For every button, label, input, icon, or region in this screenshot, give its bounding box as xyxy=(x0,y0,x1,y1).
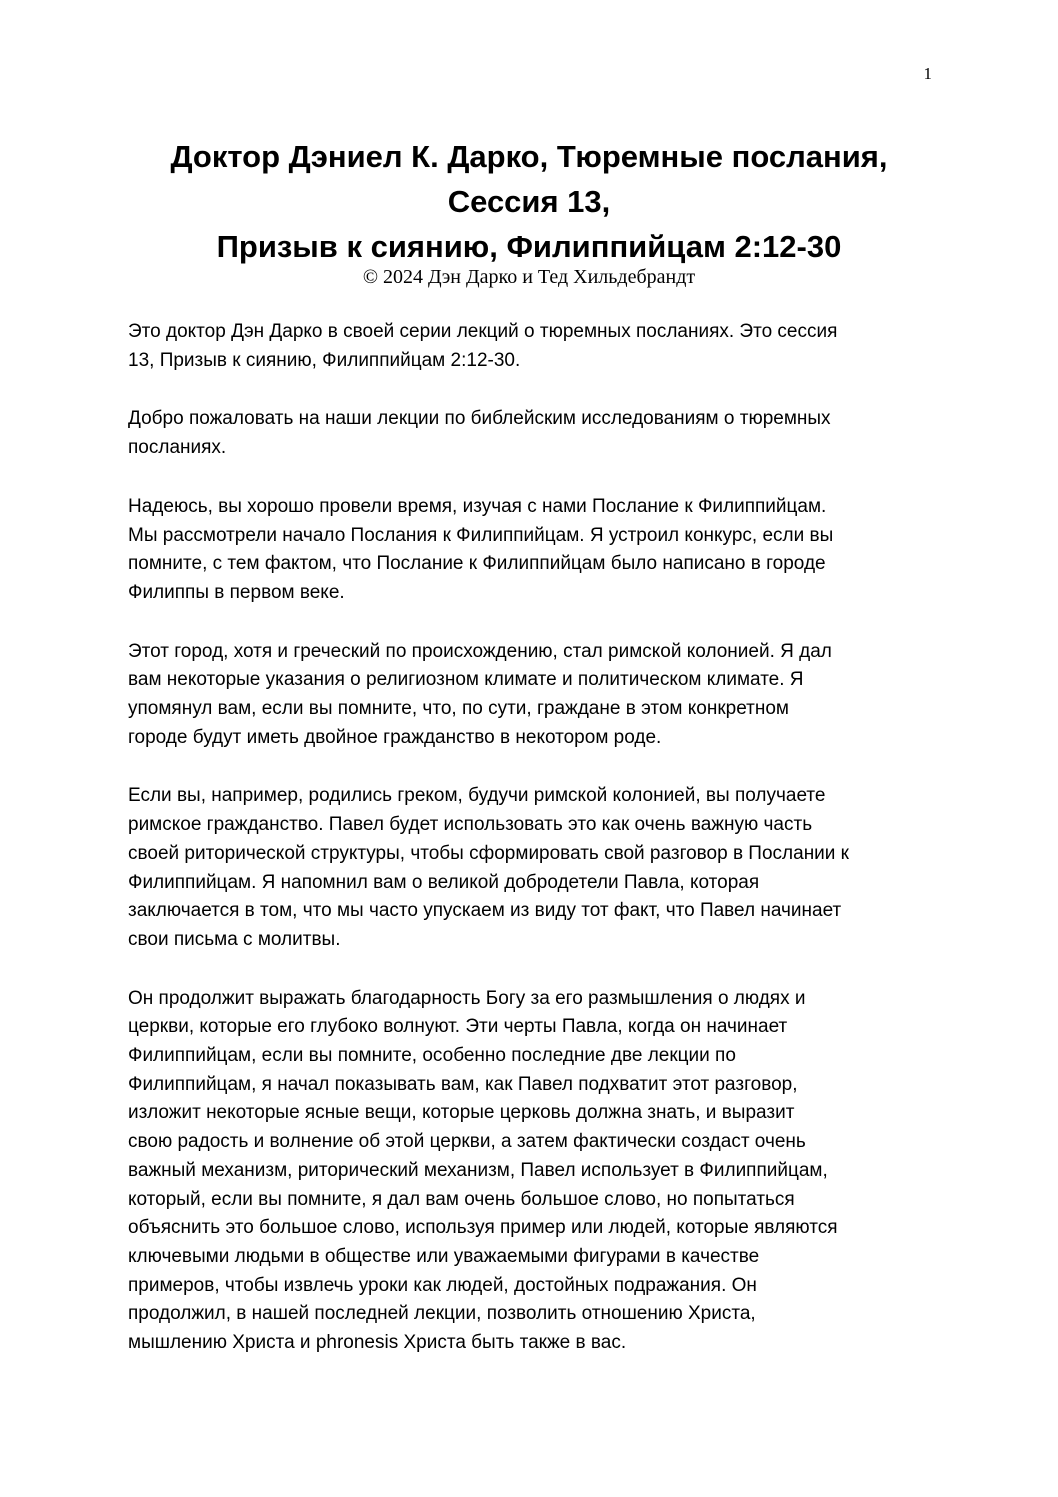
text-line: Филиппийцам, я начал показывать вам, как Павел подхватит этот разговор, xyxy=(128,1073,798,1095)
text-line: посланиях. xyxy=(128,437,227,459)
text-line: продолжил, в нашей последней лекции, позволить отношению Христа, xyxy=(128,1303,756,1325)
text-line: Мы рассмотрели начало Послания к Филиппийцам. Я устроил конкурс, если вы xyxy=(128,524,834,546)
text-line: примеров, чтобы извлечь уроки как людей, достойных подражания. Он xyxy=(128,1274,757,1296)
paragraph xyxy=(128,985,928,1358)
text-line: городе будут иметь двойное гражданство в некотором роде. xyxy=(128,726,662,748)
text-line: заключается в том, что мы часто упускаем из виду тот факт, что Павел начинает xyxy=(128,900,842,922)
text-line: своей риторической структуры, чтобы сформировать свой разговор в Послании к xyxy=(128,842,849,864)
text-line: свою радость и волнение об этой церкви, а затем фактически создаст очень xyxy=(128,1131,806,1153)
text-line: Этот город, хотя и греческий по происхождению, стал римской колонией. Я дал xyxy=(128,640,832,662)
text-line: важный механизм, риторический механизм, Павел использует в Филиппийцам, xyxy=(128,1159,828,1181)
text-line: помните, с тем фактом, что Послание к Филиппийцам было написано в городе xyxy=(128,553,826,575)
text-line: Филиппийцам. Я напомнил вам о великой добродетели Павла, которая xyxy=(128,871,760,893)
text-line: мышлению Христа и phronesis Христа быть также в вас. xyxy=(128,1332,627,1354)
text-line: римское гражданство. Павел будет использовать это как очень важную часть xyxy=(128,814,813,836)
page-number: 1 xyxy=(923,64,932,83)
text-line: Добро пожаловать на наши лекции по библейским исследованиям о тюремных xyxy=(128,408,831,430)
text-line: церкви, которые его глубоко волнуют. Эти черты Павла, когда он начинает xyxy=(128,1016,788,1038)
paragraph xyxy=(128,405,928,462)
text-line: Это доктор Дэн Дарко в своей серии лекций о тюремных посланиях. Это сессия xyxy=(128,321,838,342)
text-line: Если вы, например, родились греком, будучи римской колонией, вы получаете xyxy=(128,785,826,807)
title-block xyxy=(0,134,1058,289)
text-line: Надеюсь, вы хорошо провели время, изучая с нами Послание к Филиппийцам. xyxy=(128,495,827,517)
title-line: Сессия 13, xyxy=(447,184,611,219)
title-line: Доктор Дэниел К. Дарко, Тюремные послания, xyxy=(170,139,888,174)
body-text xyxy=(128,318,928,1388)
text-line: Филиппийцам, если вы помните, особенно последние две лекции по xyxy=(128,1045,736,1067)
text-line: Филиппы в первом веке. xyxy=(128,581,345,603)
text-line: Он продолжит выражать благодарность Богу за его размышления о людях и xyxy=(128,987,806,1009)
text-line: объяснить это большое слово, используя пример или людей, которые являются xyxy=(128,1217,838,1239)
paragraph xyxy=(128,318,928,375)
text-line: упомянул вам, если вы помните, что, по сути, граждане в этом конкретном xyxy=(128,698,789,720)
paragraph xyxy=(128,782,928,954)
text-line: ключевыми людьми в обществе или уважаемыми фигурами в качестве xyxy=(128,1245,760,1267)
title-line: Призыв к сиянию, Филиппийцам 2:12-30 xyxy=(216,229,842,264)
text-line: вам некоторые указания о религиозном климате и политическом климате. Я xyxy=(128,669,804,691)
paragraph xyxy=(128,638,928,753)
copyright-notice: © 2024 Дэн Дарко и Тед Хильдебрандт xyxy=(362,266,696,288)
text-line: изложит некоторые ясные вещи, которые церковь должна знать, и выразит xyxy=(128,1102,795,1124)
paragraph xyxy=(128,493,928,608)
text-line: 13, Призыв к сиянию, Филиппийцам 2:12-30. xyxy=(128,349,521,371)
text-line: который, если вы помните, я дал вам очень большое слово, но попытаться xyxy=(128,1188,795,1210)
text-line: свои письма с молитвы. xyxy=(128,928,341,950)
